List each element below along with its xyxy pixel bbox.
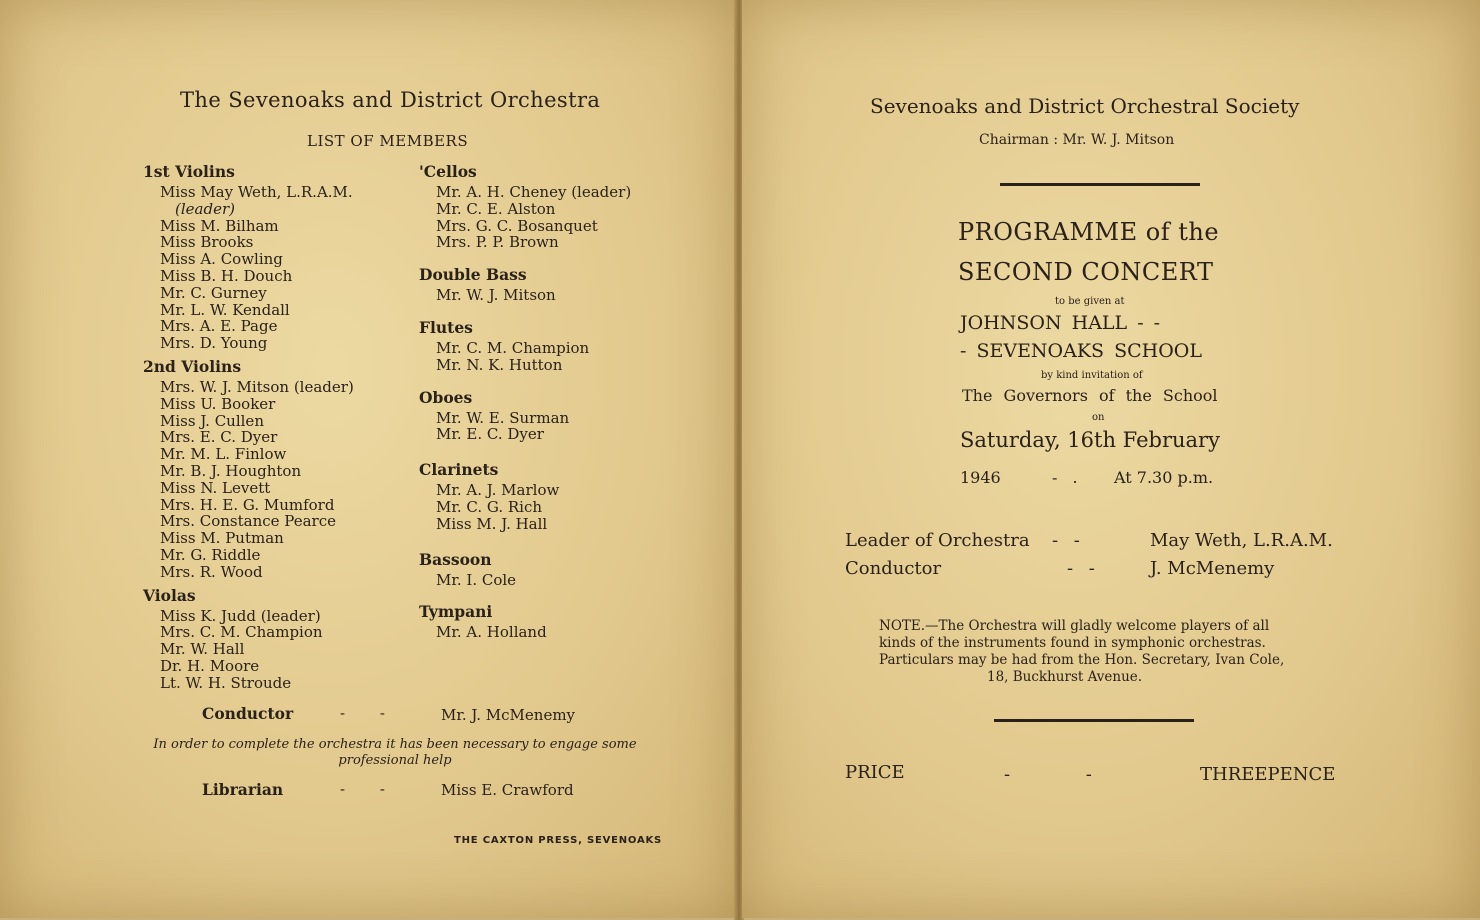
time-dash: - . [1052,468,1078,487]
leader-label: Leader of Orchestra [845,530,1030,551]
member-name: Mrs. P. P. Brown [436,233,559,252]
right-conductor-dash: - - [1067,558,1095,579]
member-name: Mr. I. Cole [436,570,517,589]
conductor-name: Mr. J. McMenemy [441,706,576,724]
to-be-given-text: to be given at [1055,296,1125,307]
member-name: Miss May Weth, L.R.A.M. [160,183,353,201]
invitation-text: by kind invitation of [1041,370,1143,381]
society-title: Sevenoaks and District Orchestral Society [870,94,1300,118]
printer-credit: THE CAXTON PRESS, SEVENOAKS [454,835,663,846]
members-subtitle: LIST OF MEMBERS [307,132,469,150]
section-heading: 2nd Violins [143,357,242,376]
member-name: Mr. A. J. Marlow [436,481,560,500]
concert-heading: SECOND CONCERT [958,258,1214,286]
member-name: Mr. W. Hall [160,640,245,659]
member-name: Miss Brooks [160,233,254,252]
right-conductor-label: Conductor [845,558,942,579]
member-name: Mrs. E. C. Dyer [160,428,278,447]
member-name: Mr. N. K. Hutton [436,355,563,374]
member-name: Dr. H. Moore [160,657,260,675]
section-heading: Double Bass [419,265,527,285]
member-name: Mr. C. G. Rich [436,498,543,516]
price-label: PRICE [845,762,905,783]
price-value: THREEPENCE [1200,764,1336,785]
member-name: Mr. B. J. Houghton [160,462,302,480]
note-line: NOTE.—The Orchestra will gladly welcome players of all [879,618,1270,634]
librarian-label: Librarian [202,780,284,799]
chairman-line: Chairman : Mr. W. J. Mitson [979,132,1175,148]
member-name: Mr. A. H. Cheney (leader) [436,183,632,201]
member-name: Miss M. J. Hall [436,514,548,533]
note-line: 18, Buckhurst Avenue. [987,669,1143,685]
member-name: Miss B. H. Douch [160,267,293,285]
member-name: Mr. L. W. Kendall [160,300,290,319]
member-name: Mr. G. Riddle [160,546,261,564]
member-name: Miss M. Bilham [160,216,279,235]
note-line: kinds of the instruments found in symphonic orchestras. [879,635,1266,651]
concert-time: At 7.30 p.m. [1114,468,1214,487]
section-heading: Violas [143,585,196,605]
member-name: Mr. C. M. Champion [436,339,590,357]
member-name: Miss A. Cowling [160,250,283,269]
top-rule [1000,183,1200,186]
member-name: Mr. W. J. Mitson [436,286,556,305]
bottom-rule [994,719,1194,722]
leader-dash: - - [1052,530,1080,551]
conductor-label: Conductor [202,704,294,723]
member-name: Mrs. C. M. Champion [160,623,323,642]
member-name: Miss K. Judd (leader) [160,606,321,625]
member-name: Mrs. R. Wood [160,562,263,581]
price-dash: - - [1004,764,1092,785]
librarian-name: Miss E. Crawford [441,781,574,799]
member-name: Miss M. Putman [160,529,284,548]
member-name: Mrs. G. C. Bosanquet [436,216,598,235]
member-name: (leader) [175,199,235,218]
leader-name: May Weth, L.R.A.M. [1150,530,1333,551]
right-page [742,0,1480,918]
member-name: Mrs. D. Young [160,334,268,353]
section-heading: Clarinets [419,460,499,480]
member-name: Mr. C. Gurney [160,283,267,302]
member-name: Mrs. H. E. G. Mumford [160,495,335,514]
member-name: Mr. W. E. Surman [436,408,570,427]
section-heading: Oboes [419,387,473,407]
section-heading: 'Cellos [419,162,477,181]
member-name: Miss J. Cullen [160,411,264,430]
member-name: Mrs. Constance Pearce [160,512,336,531]
professional-help-note: In order to complete the orchestra it has been necessary to engage some professional help [153,737,637,768]
member-name: Miss U. Booker [160,394,276,413]
note-line: Particulars may be had from the Hon. Secretary, Ivan Cole, [879,652,1285,668]
conductor-dash: - - [340,704,385,722]
venue-line-1: JOHNSON HALL - - [960,312,1161,334]
member-name: Mrs. A. E. Page [160,317,278,336]
concert-year: 1946 [960,468,1001,487]
member-name: Miss N. Levett [160,478,271,497]
on-text: on [1092,412,1105,423]
librarian-dash: - - [340,780,385,798]
member-name: Lt. W. H. Stroude [160,673,292,692]
venue-line-2: - SEVENOAKS SCHOOL [960,340,1203,362]
right-conductor-name: J. McMenemy [1150,558,1275,579]
left-page [0,0,736,918]
member-name: Mr. C. E. Alston [436,199,556,218]
member-name: Mrs. W. J. Mitson (leader) [160,378,354,396]
governors-line: The Governors of the School [962,386,1218,405]
orchestra-title: The Sevenoaks and District Orchestra [180,88,601,112]
section-heading: Flutes [419,318,473,337]
programme-heading: PROGRAMME of the [958,218,1220,246]
section-heading: 1st Violins [143,162,235,181]
member-name: Mr. M. L. Finlow [160,445,287,464]
member-name: Mr. A. Holland [436,623,547,642]
note-block [879,618,1284,686]
section-heading: Tympani [419,602,493,622]
concert-date: Saturday, 16th February [960,428,1220,452]
member-name: Mr. E. C. Dyer [436,425,544,444]
section-heading: Bassoon [419,549,492,569]
